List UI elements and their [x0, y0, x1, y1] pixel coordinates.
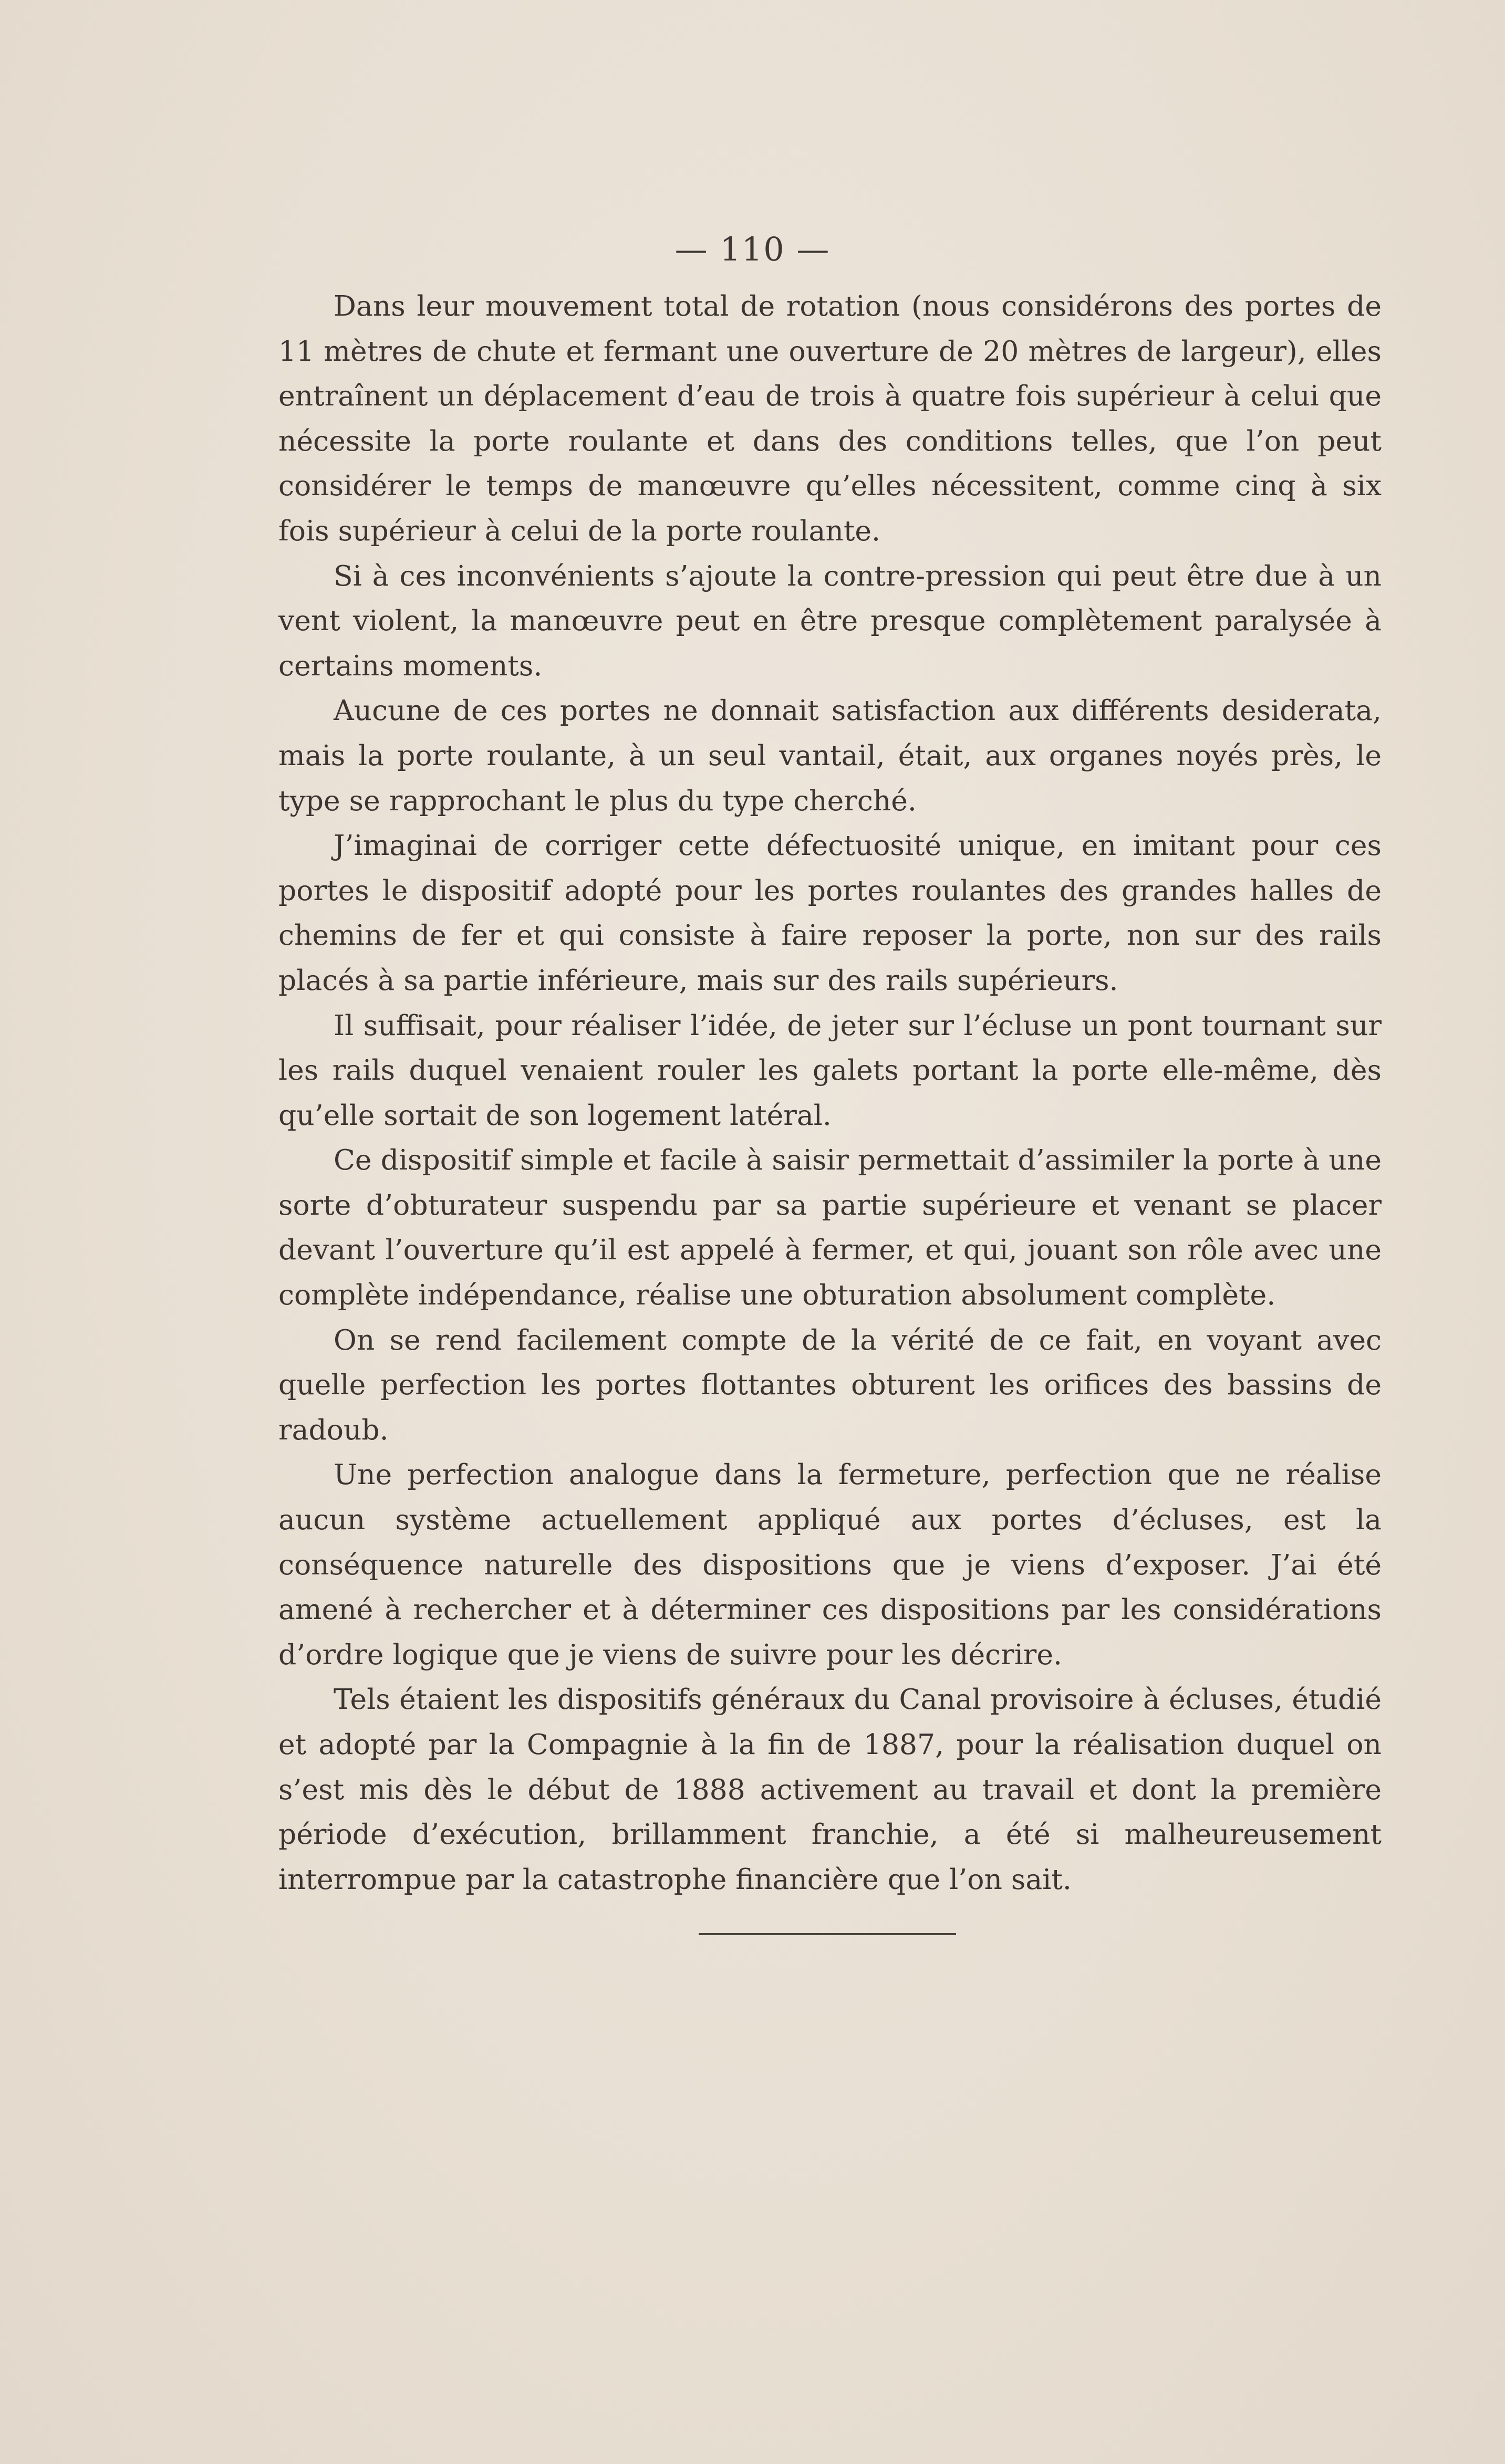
- paragraph: Si à ces inconvénients s’ajoute la contre-pression qui peut être due à un vent violent, la manœuvre peut en être presque complètement paralysée à certains moments.: [278, 559, 1382, 682]
- paragraph: Il suffisait, pour réaliser l’idée, de jeter sur l’écluse un pont tournant sur les rails duquel venaient rouler les galets portant la porte elle-même, dès qu’elle sortait de son logement latéral.: [278, 1008, 1382, 1132]
- paragraph: Aucune de ces portes ne donnait satisfaction aux différents desiderata, mais la porte roulante, à un seul vantail, était, aux organes noyés près, le type se rapprochant le plus du type cherché.: [278, 694, 1382, 817]
- paragraph: Ce dispositif simple et facile à saisir permettait d’assimiler la porte à une sorte d’obturateur suspendu par sa partie supérieure et venant se placer devant l’ouverture qu’il est appelé à fermer, et qui, jouant son rôle avec une complète indépendance, réalise une obturation absolument complète.: [278, 1143, 1382, 1312]
- paragraph: Tels étaient les dispositifs généraux du Canal provisoire à écluses, étudié et adopté par la Compagnie à la fin de 1887, pour la réalisation duquel on s’est mis dès le début de 1888 activement au travail et dont la première période d’exécution, brillamment franchie, a été si malheureusement interrompue par la catastrophe financière que l’on sait.: [278, 1683, 1382, 1896]
- body-text: [278, 284, 1382, 1902]
- paragraph: On se rend facilement compte de la vérité de ce fait, en voyant avec quelle perfection les portes flottantes obturent les orifices des bassins de radoub.: [278, 1323, 1382, 1446]
- paragraph: Dans leur mouvement total de rotation (nous considérons des portes de 11 mètres de chute et fermant une ouverture de 20 mètres de largeur), elles entraînent un déplacement d’eau de trois à quatre fois supérieur à celui que nécessite la porte roulante et dans des conditions telles, que l’on peut considérer le temps de manœuvre qu’elles nécessitent, comme cinq à six fois supérieur à celui de la porte roulante.: [278, 289, 1382, 547]
- end-rule: [699, 1933, 956, 1935]
- page-number: — 110 —: [674, 230, 831, 268]
- paragraph: Une perfection analogue dans la fermeture, perfection que ne réalise aucun système actuellement appliqué aux portes d’écluses, est la conséquence naturelle des dispositions que je viens d’exposer. J’ai été amené à rechercher et à déterminer ces dispositions par les considérations d’ordre logique que je viens de suivre pour les décrire.: [278, 1458, 1382, 1671]
- paragraph: J’imaginai de corriger cette défectuosité unique, en imitant pour ces portes le dispositif adopté pour les portes roulantes des grandes halles de chemins de fer et qui consiste à faire reposer la porte, non sur des rails placés à sa partie inférieure, mais sur des rails supérieurs.: [278, 829, 1382, 997]
